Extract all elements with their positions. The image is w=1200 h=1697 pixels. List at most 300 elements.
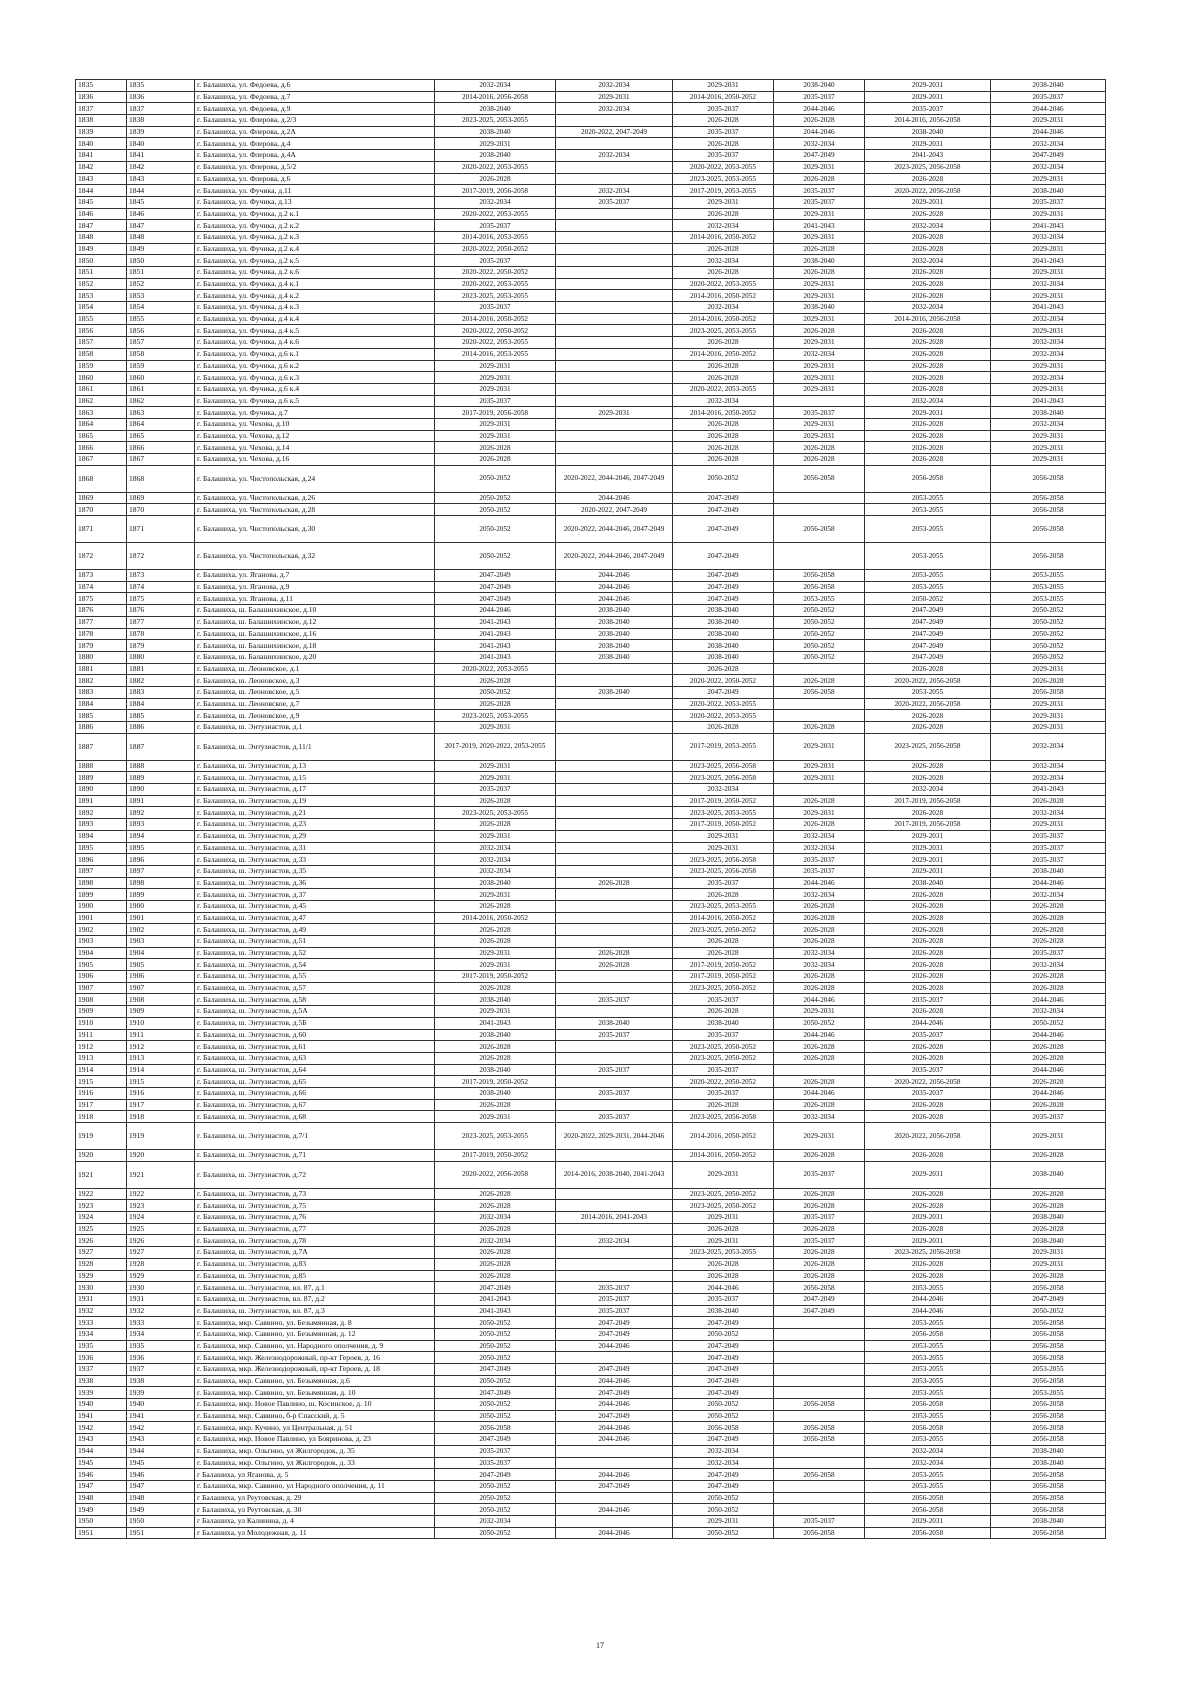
table-row — [76, 348, 1106, 360]
cell-period-1: 2029-2031 — [435, 430, 556, 442]
cell-period-2: 2047-2049 — [556, 1410, 673, 1422]
cell-period-5: 2026-2028 — [865, 418, 991, 430]
cell-address: г. Балашиха, ш. Энтузиастов, вл. 87, д.3 — [195, 1305, 435, 1317]
cell-period-5: 2053-2055 — [865, 1352, 991, 1364]
cell-period-6: 2026-2028 — [991, 675, 1106, 687]
cell-row-number: 1837 — [76, 103, 127, 115]
cell-period-4: 2029-2031 — [774, 1123, 865, 1150]
cell-period-5: 2029-2031 — [865, 80, 991, 92]
cell-period-1: 2026-2028 — [435, 1099, 556, 1111]
repair-schedule-table — [75, 79, 1106, 1539]
cell-period-3: 2047-2049 — [673, 593, 774, 605]
cell-period-1: 2029-2031 — [435, 959, 556, 971]
cell-period-6: 2044-2046 — [991, 1087, 1106, 1099]
cell-period-1: 2026-2028 — [435, 173, 556, 185]
cell-period-1: 2026-2028 — [435, 900, 556, 912]
cell-address: г. Балашиха, ш. Энтузиастов, д.23 — [195, 819, 435, 831]
cell-period-2 — [556, 1247, 673, 1259]
cell-row-number: 1842 — [76, 161, 127, 173]
cell-period-6: 2056-2058 — [991, 516, 1106, 543]
cell-address: г. Балашиха, мкр. Саввино, ул Народного ополчения, д. 11 — [195, 1480, 435, 1492]
cell-address: г. Балашиха, ул. Чехова, д.14 — [195, 442, 435, 454]
table-row — [76, 1258, 1106, 1270]
cell-period-2: 2047-2049 — [556, 1317, 673, 1329]
table-row — [76, 395, 1106, 407]
cell-period-4: 2029-2031 — [774, 760, 865, 772]
cell-building-id: 1914 — [127, 1064, 195, 1076]
cell-building-id: 1931 — [127, 1293, 195, 1305]
cell-period-5: 2029-2031 — [865, 1235, 991, 1247]
table-row — [76, 231, 1106, 243]
cell-period-3: 2026-2028 — [673, 208, 774, 220]
cell-period-4: 2029-2031 — [774, 337, 865, 349]
cell-period-1: 2020-2022, 2053-2055 — [435, 161, 556, 173]
cell-period-5: 2053-2055 — [865, 1375, 991, 1387]
cell-building-id: 1886 — [127, 722, 195, 734]
cell-period-3: 2023-2025, 2053-2055 — [673, 900, 774, 912]
cell-row-number: 1862 — [76, 395, 127, 407]
cell-address: г. Балашиха, ул. Федоева, д.9 — [195, 103, 435, 115]
cell-building-id: 1840 — [127, 138, 195, 150]
table-row — [76, 161, 1106, 173]
table-row — [76, 1527, 1106, 1539]
cell-row-number: 1947 — [76, 1480, 127, 1492]
cell-row-number: 1891 — [76, 795, 127, 807]
table-row — [76, 1282, 1106, 1294]
cell-period-2 — [556, 1515, 673, 1527]
cell-period-2 — [556, 1006, 673, 1018]
cell-address: г. Балашиха, ш. Леоновское, д.1 — [195, 663, 435, 675]
cell-period-6: 2026-2028 — [991, 1270, 1106, 1282]
cell-period-5: 2029-2031 — [865, 1212, 991, 1224]
cell-period-3: 2020-2022, 2050-2052 — [673, 675, 774, 687]
cell-period-1: 2050-2052 — [435, 516, 556, 543]
cell-row-number: 1892 — [76, 807, 127, 819]
cell-address: г. Балашиха, ул. Фучика, д.6 к.4 — [195, 383, 435, 395]
cell-period-4: 2026-2028 — [774, 1150, 865, 1162]
cell-period-3: 2038-2040 — [673, 651, 774, 663]
cell-building-id: 1943 — [127, 1434, 195, 1446]
table-row — [76, 1017, 1106, 1029]
cell-period-2 — [556, 1352, 673, 1364]
cell-row-number: 1883 — [76, 686, 127, 698]
cell-period-3: 2035-2037 — [673, 150, 774, 162]
cell-period-1: 2017-2019, 2020-2022, 2053-2055 — [435, 733, 556, 760]
cell-row-number: 1912 — [76, 1041, 127, 1053]
cell-period-4: 2056-2058 — [774, 465, 865, 492]
cell-period-6: 2035-2037 — [991, 830, 1106, 842]
cell-period-5: 2053-2055 — [865, 492, 991, 504]
cell-period-2 — [556, 138, 673, 150]
table-row — [76, 854, 1106, 866]
cell-address: г. Балашиха, ул. Флерова, д.6 — [195, 173, 435, 185]
cell-period-1: 2029-2031 — [435, 360, 556, 372]
cell-address: г. Балашиха, ул. Флерова, д.2/3 — [195, 115, 435, 127]
cell-address: г. Балашиха, ш. Энтузиастов, д.72 — [195, 1161, 435, 1188]
table-row — [76, 1364, 1106, 1376]
cell-period-1: 2026-2028 — [435, 819, 556, 831]
cell-row-number: 1938 — [76, 1375, 127, 1387]
cell-period-3: 2026-2028 — [673, 442, 774, 454]
table-row — [76, 722, 1106, 734]
cell-row-number: 1872 — [76, 543, 127, 570]
cell-period-1: 2056-2058 — [435, 1422, 556, 1434]
cell-period-1: 2017-2019, 2056-2058 — [435, 185, 556, 197]
cell-period-2 — [556, 325, 673, 337]
cell-period-3: 2020-2022, 2050-2052 — [673, 1076, 774, 1088]
cell-row-number: 1890 — [76, 784, 127, 796]
cell-period-2 — [556, 900, 673, 912]
cell-period-3: 2038-2040 — [673, 1017, 774, 1029]
cell-address: г. Балашиха, ш. Энтузиастов, д.36 — [195, 877, 435, 889]
cell-period-6: 2029-2031 — [991, 1258, 1106, 1270]
cell-address: г. Балашиха, ш. Энтузиастов, д.13 — [195, 760, 435, 772]
table-row — [76, 1504, 1106, 1516]
cell-building-id: 1915 — [127, 1076, 195, 1088]
cell-row-number: 1913 — [76, 1052, 127, 1064]
cell-row-number: 1904 — [76, 947, 127, 959]
cell-period-2 — [556, 1457, 673, 1469]
cell-address: г. Балашиха, ул. Фучика, д.2 к.2 — [195, 220, 435, 232]
cell-period-6: 2032-2034 — [991, 337, 1106, 349]
cell-address: г. Балашиха, ул. Фучика, д.2 к.5 — [195, 255, 435, 267]
cell-period-3: 2023-2025, 2056-2058 — [673, 760, 774, 772]
cell-period-6: 2056-2058 — [991, 1375, 1106, 1387]
cell-period-4: 2044-2046 — [774, 126, 865, 138]
cell-address: г. Балашиха, ш. Энтузиастов, д.51 — [195, 936, 435, 948]
cell-row-number: 1847 — [76, 220, 127, 232]
cell-period-3: 2035-2037 — [673, 877, 774, 889]
table-row — [76, 302, 1106, 314]
cell-period-6: 2029-2031 — [991, 267, 1106, 279]
cell-period-5: 2020-2022, 2056-2058 — [865, 698, 991, 710]
cell-period-5: 2044-2046 — [865, 1293, 991, 1305]
table-row — [76, 313, 1106, 325]
cell-period-2 — [556, 395, 673, 407]
cell-period-4: 2029-2031 — [774, 360, 865, 372]
table-row — [76, 407, 1106, 419]
cell-row-number: 1845 — [76, 196, 127, 208]
cell-row-number: 1878 — [76, 628, 127, 640]
cell-address: г. Балашиха, ул. Чехова, д.10 — [195, 418, 435, 430]
cell-period-1: 2032-2034 — [435, 1235, 556, 1247]
cell-period-1: 2050-2052 — [435, 465, 556, 492]
cell-period-5: 2053-2055 — [865, 1434, 991, 1446]
cell-period-1: 2035-2037 — [435, 784, 556, 796]
cell-period-1: 2020-2022, 2053-2055 — [435, 663, 556, 675]
cell-building-id: 1848 — [127, 231, 195, 243]
cell-address: г. Балашиха, ул. Фучика, д.13 — [195, 196, 435, 208]
cell-period-5: 2053-2055 — [865, 1469, 991, 1481]
cell-row-number: 1888 — [76, 760, 127, 772]
table-row — [76, 1387, 1106, 1399]
cell-period-2: 2029-2031 — [556, 407, 673, 419]
cell-period-4 — [774, 784, 865, 796]
cell-period-1: 2041-2043 — [435, 616, 556, 628]
table-row — [76, 185, 1106, 197]
cell-period-4: 2050-2052 — [774, 628, 865, 640]
cell-period-2 — [556, 912, 673, 924]
cell-address: г. Балашиха, ш. Энтузиастов, д.60 — [195, 1029, 435, 1041]
cell-row-number: 1922 — [76, 1188, 127, 1200]
cell-period-2: 2044-2046 — [556, 1469, 673, 1481]
cell-building-id: 1873 — [127, 570, 195, 582]
cell-address: г. Балашиха, ул. Фучика, д.4 к.3 — [195, 302, 435, 314]
table-row — [76, 936, 1106, 948]
cell-period-1: 2020-2022, 2056-2058 — [435, 1161, 556, 1188]
cell-address: г. Балашиха, ул. Фучика, д.2 к.6 — [195, 267, 435, 279]
cell-period-3: 2047-2049 — [673, 504, 774, 516]
cell-building-id: 1842 — [127, 161, 195, 173]
cell-period-3: 2032-2034 — [673, 255, 774, 267]
cell-period-2 — [556, 418, 673, 430]
cell-period-6: 2026-2028 — [991, 1099, 1106, 1111]
cell-period-3: 2014-2016, 2050-2052 — [673, 231, 774, 243]
cell-row-number: 1854 — [76, 302, 127, 314]
cell-building-id: 1868 — [127, 465, 195, 492]
cell-period-1: 2038-2040 — [435, 103, 556, 115]
cell-address: г. Балашиха, ул. Фучика, д.2 к.4 — [195, 243, 435, 255]
table-row — [76, 492, 1106, 504]
cell-period-4: 2038-2040 — [774, 302, 865, 314]
cell-building-id: 1885 — [127, 710, 195, 722]
cell-building-id: 1865 — [127, 430, 195, 442]
cell-period-5: 2038-2040 — [865, 126, 991, 138]
cell-row-number: 1909 — [76, 1006, 127, 1018]
cell-period-2 — [556, 795, 673, 807]
table-row — [76, 1188, 1106, 1200]
cell-address: г. Балашиха, ш. Энтузиастов, д.49 — [195, 924, 435, 936]
cell-building-id: 1843 — [127, 173, 195, 185]
cell-period-4: 2026-2028 — [774, 454, 865, 466]
cell-address: г. Балашиха, ул. Флерова, д.4А — [195, 150, 435, 162]
cell-period-6: 2029-2031 — [991, 383, 1106, 395]
cell-address: г. Балашиха, мкр. Новое Павлино, ш. Косинское, д. 10 — [195, 1399, 435, 1411]
cell-row-number: 1933 — [76, 1317, 127, 1329]
cell-period-4: 2044-2046 — [774, 877, 865, 889]
cell-period-1: 2026-2028 — [435, 795, 556, 807]
cell-period-3: 2020-2022, 2053-2055 — [673, 698, 774, 710]
cell-period-6: 2032-2034 — [991, 772, 1106, 784]
cell-period-2: 2044-2046 — [556, 570, 673, 582]
table-row — [76, 616, 1106, 628]
cell-building-id: 1921 — [127, 1161, 195, 1188]
table-row — [76, 1087, 1106, 1099]
cell-period-3: 2038-2040 — [673, 640, 774, 652]
cell-period-2: 2044-2046 — [556, 1340, 673, 1352]
cell-period-5: 2026-2028 — [865, 372, 991, 384]
cell-address: г. Балашиха, ш. Балашихинское, д.16 — [195, 628, 435, 640]
cell-row-number: 1855 — [76, 313, 127, 325]
cell-period-1: 2026-2028 — [435, 1223, 556, 1235]
cell-period-6: 2053-2055 — [991, 1387, 1106, 1399]
cell-period-5: 2029-2031 — [865, 854, 991, 866]
cell-period-4: 2026-2028 — [774, 325, 865, 337]
cell-row-number: 1856 — [76, 325, 127, 337]
cell-period-5: 2032-2034 — [865, 784, 991, 796]
cell-period-2 — [556, 243, 673, 255]
cell-building-id: 1841 — [127, 150, 195, 162]
cell-building-id: 1924 — [127, 1212, 195, 1224]
cell-row-number: 1921 — [76, 1161, 127, 1188]
cell-period-2: 2038-2040 — [556, 616, 673, 628]
cell-row-number: 1906 — [76, 971, 127, 983]
cell-period-6: 2032-2034 — [991, 760, 1106, 772]
cell-period-6: 2056-2058 — [991, 1492, 1106, 1504]
cell-period-1: 2038-2040 — [435, 994, 556, 1006]
cell-period-1: 2026-2028 — [435, 1247, 556, 1259]
cell-address: г. Балашиха, ш. Энтузиастов, д.67 — [195, 1099, 435, 1111]
cell-period-1: 2050-2052 — [435, 543, 556, 570]
cell-period-1: 2029-2031 — [435, 772, 556, 784]
cell-period-4: 2029-2031 — [774, 290, 865, 302]
cell-period-1: 2047-2049 — [435, 570, 556, 582]
cell-period-6: 2032-2034 — [991, 348, 1106, 360]
cell-building-id: 1938 — [127, 1375, 195, 1387]
cell-period-1: 2026-2028 — [435, 675, 556, 687]
table-row — [76, 865, 1106, 877]
cell-period-2 — [556, 1200, 673, 1212]
cell-period-1: 2047-2049 — [435, 593, 556, 605]
cell-period-5: 2029-2031 — [865, 196, 991, 208]
cell-period-1: 2014-2016, 2050-2052 — [435, 313, 556, 325]
cell-period-6: 2050-2052 — [991, 605, 1106, 617]
cell-row-number: 1945 — [76, 1457, 127, 1469]
cell-row-number: 1941 — [76, 1410, 127, 1422]
cell-period-2 — [556, 760, 673, 772]
cell-row-number: 1931 — [76, 1293, 127, 1305]
cell-period-1: 2050-2052 — [435, 1317, 556, 1329]
cell-building-id: 1837 — [127, 103, 195, 115]
cell-period-6: 2026-2028 — [991, 924, 1106, 936]
table-row — [76, 138, 1106, 150]
table-row — [76, 807, 1106, 819]
cell-period-3: 2020-2022, 2053-2055 — [673, 278, 774, 290]
cell-period-6: 2056-2058 — [991, 492, 1106, 504]
cell-building-id: 1901 — [127, 912, 195, 924]
cell-building-id: 1881 — [127, 663, 195, 675]
cell-period-5: 2026-2028 — [865, 383, 991, 395]
cell-building-id: 1907 — [127, 982, 195, 994]
cell-period-4: 2026-2028 — [774, 819, 865, 831]
cell-period-1: 2029-2031 — [435, 889, 556, 901]
cell-period-5: 2026-2028 — [865, 936, 991, 948]
cell-period-5: 2053-2055 — [865, 516, 991, 543]
cell-period-5: 2020-2022, 2056-2058 — [865, 1123, 991, 1150]
cell-period-3: 2026-2028 — [673, 243, 774, 255]
cell-period-1: 2020-2022, 2050-2052 — [435, 325, 556, 337]
cell-period-3: 2023-2025, 2053-2055 — [673, 807, 774, 819]
cell-period-3: 2047-2049 — [673, 1352, 774, 1364]
cell-period-4: 2032-2034 — [774, 348, 865, 360]
cell-period-3: 2026-2028 — [673, 360, 774, 372]
cell-period-6: 2053-2055 — [991, 581, 1106, 593]
cell-row-number: 1905 — [76, 959, 127, 971]
cell-row-number: 1927 — [76, 1247, 127, 1259]
cell-period-4: 2038-2040 — [774, 255, 865, 267]
cell-period-6: 2056-2058 — [991, 1399, 1106, 1411]
cell-address: г Балашиха, ул Реутовская, д. 29 — [195, 1492, 435, 1504]
cell-period-3: 2023-2025, 2053-2055 — [673, 325, 774, 337]
cell-period-2: 2035-2037 — [556, 994, 673, 1006]
cell-period-3: 2023-2025, 2050-2052 — [673, 1041, 774, 1053]
cell-period-3: 2020-2022, 2053-2055 — [673, 710, 774, 722]
cell-period-2: 2038-2040 — [556, 651, 673, 663]
cell-period-3: 2047-2049 — [673, 492, 774, 504]
cell-period-4: 2056-2058 — [774, 1399, 865, 1411]
cell-period-5: 2056-2058 — [865, 1422, 991, 1434]
cell-period-1: 2020-2022, 2053-2055 — [435, 278, 556, 290]
table-row — [76, 1099, 1106, 1111]
table-row — [76, 1052, 1106, 1064]
cell-period-6: 2029-2031 — [991, 290, 1106, 302]
cell-period-3: 2032-2034 — [673, 220, 774, 232]
cell-period-3: 2029-2031 — [673, 80, 774, 92]
cell-period-5: 2047-2049 — [865, 640, 991, 652]
table-row — [76, 900, 1106, 912]
cell-address: г. Балашиха, ул. Фучика, д.11 — [195, 185, 435, 197]
cell-period-4: 2026-2028 — [774, 442, 865, 454]
table-row — [76, 1480, 1106, 1492]
cell-period-4 — [774, 1445, 865, 1457]
cell-period-3: 2035-2037 — [673, 1087, 774, 1099]
cell-address: г. Балашиха, ш. Энтузиастов, д.11/1 — [195, 733, 435, 760]
cell-period-6: 2047-2049 — [991, 1293, 1106, 1305]
cell-period-5: 2026-2028 — [865, 1188, 991, 1200]
cell-period-1: 2050-2052 — [435, 1504, 556, 1516]
cell-period-4: 2032-2034 — [774, 830, 865, 842]
cell-period-1: 2029-2031 — [435, 138, 556, 150]
cell-period-5: 2026-2028 — [865, 959, 991, 971]
table-row — [76, 947, 1106, 959]
cell-period-1: 2014-2016, 2053-2055 — [435, 231, 556, 243]
cell-row-number: 1911 — [76, 1029, 127, 1041]
cell-period-2 — [556, 663, 673, 675]
cell-period-3: 2029-2031 — [673, 1235, 774, 1247]
cell-row-number: 1882 — [76, 675, 127, 687]
cell-period-4: 2035-2037 — [774, 865, 865, 877]
cell-building-id: 1870 — [127, 504, 195, 516]
cell-period-5: 2020-2022, 2056-2058 — [865, 185, 991, 197]
cell-period-2 — [556, 208, 673, 220]
cell-period-4: 2029-2031 — [774, 161, 865, 173]
table-row — [76, 784, 1106, 796]
cell-building-id: 1878 — [127, 628, 195, 640]
cell-row-number: 1839 — [76, 126, 127, 138]
cell-period-1: 2026-2028 — [435, 1270, 556, 1282]
cell-row-number: 1897 — [76, 865, 127, 877]
cell-period-5: 2053-2055 — [865, 1317, 991, 1329]
cell-period-4: 2056-2058 — [774, 1282, 865, 1294]
cell-period-3: 2026-2028 — [673, 1223, 774, 1235]
cell-period-1: 2020-2022, 2050-2052 — [435, 243, 556, 255]
cell-row-number: 1881 — [76, 663, 127, 675]
table-row — [76, 91, 1106, 103]
cell-period-5: 2029-2031 — [865, 407, 991, 419]
cell-period-2 — [556, 220, 673, 232]
cell-building-id: 1910 — [127, 1017, 195, 1029]
cell-building-id: 1871 — [127, 516, 195, 543]
cell-period-3: 2038-2040 — [673, 1305, 774, 1317]
cell-row-number: 1871 — [76, 516, 127, 543]
cell-period-1: 2041-2043 — [435, 1305, 556, 1317]
cell-period-5: 2026-2028 — [865, 1223, 991, 1235]
cell-row-number: 1886 — [76, 722, 127, 734]
table-row — [76, 651, 1106, 663]
cell-period-6: 2041-2043 — [991, 302, 1106, 314]
cell-period-5: 2026-2028 — [865, 912, 991, 924]
table-row — [76, 150, 1106, 162]
